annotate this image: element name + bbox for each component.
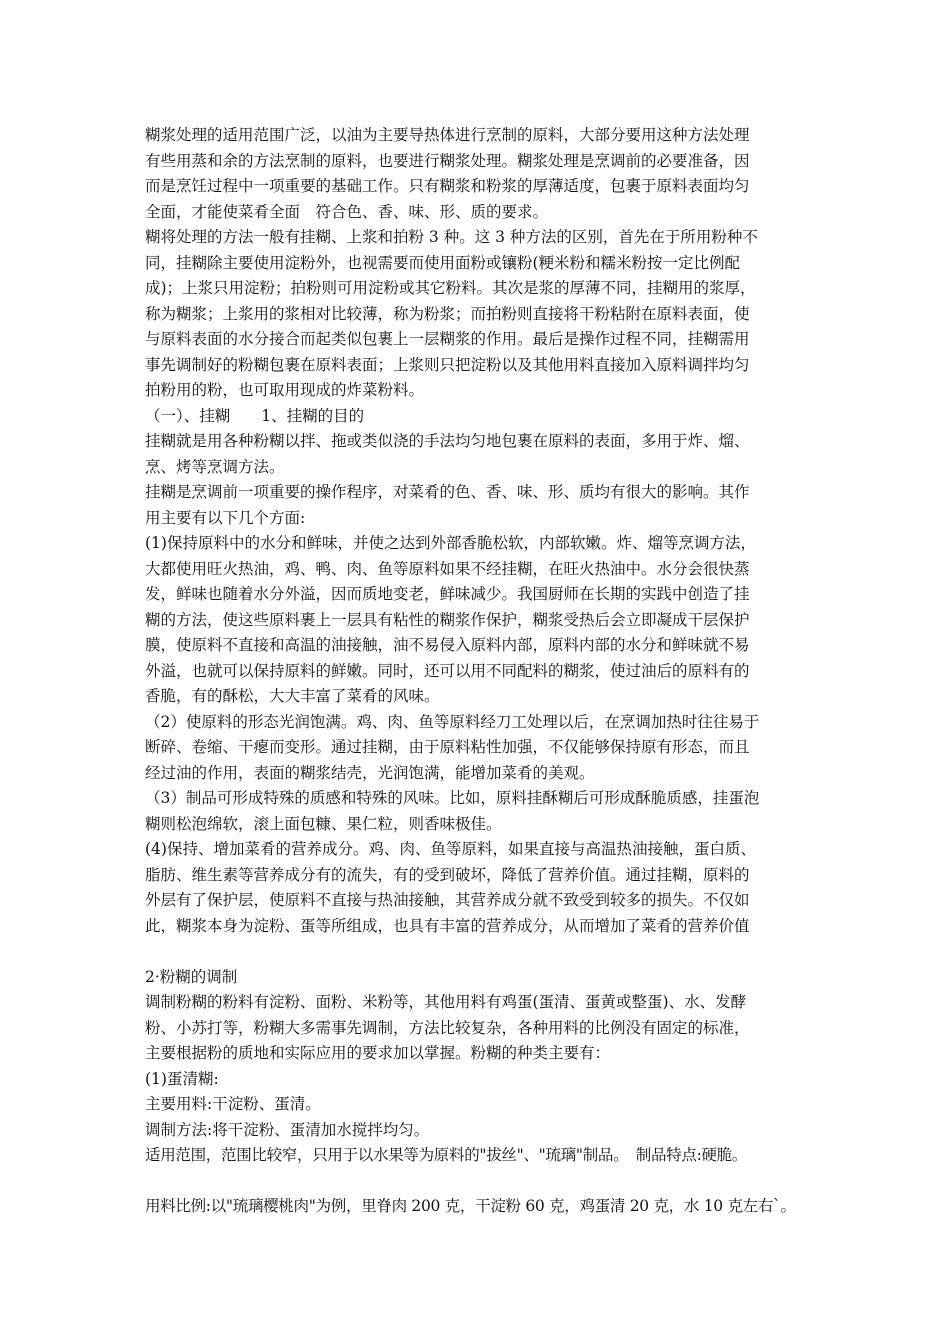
text-line: 主要根据粉的质地和实际应用的要求加以掌握。粉糊的种类主要有： — [145, 1044, 611, 1062]
text-line: 发，鲜味也随着水分外溢，因而质地变老，鲜味减少。我国厨师在长期的实践中创造了挂 — [145, 585, 750, 603]
text-line: (1)保持原料中的水分和鲜味，并使之达到外部香脆松软，内部软嫩。炸、熘等烹调方法， — [145, 534, 756, 552]
text-line: 事先调制好的粉糊包裹在原料表面；上浆则只把淀粉以及其他用料直接加入原料调拌均匀 — [145, 355, 750, 374]
text-line: 挂糊是烹调前一项重要的操作程序，对菜肴的色、香、味、形、质均有很大的影响。其作 — [145, 483, 750, 501]
section-heading: 2·粉糊的调制 — [145, 967, 238, 986]
text-line: (1)蛋清糊: — [145, 1069, 219, 1088]
text-line: 同，挂糊除主要使用淀粉外，也视需要而使用面粉或镶粉(粳米粉和糯米粉按一定比例配 — [145, 253, 741, 272]
text-line: 断碎、卷缩、干瘪而变形。通过挂糊，由于原料粘性加强，不仅能够保持原有形态，而且 — [145, 738, 750, 756]
text-line: 烹、烤等烹调方法。 — [145, 457, 285, 476]
text-line: 成)；上浆只用淀粉；拍粉则可用淀粉或其它粉料。其次是浆的厚薄不同，挂糊用的浆厚， — [145, 279, 756, 297]
document-body — [145, 123, 825, 1220]
text-line: 外溢，也就可以保持原料的鲜嫩。同时，还可以用不同配料的糊浆，使过油后的原料有的 — [145, 661, 750, 680]
text-line: 有些用蒸和余的方法烹制的原料，也要进行糊浆处理。糊浆处理是烹调前的必要准备，因 — [145, 151, 750, 170]
text-line: 大都使用旺火热油，鸡、鸭、肉、鱼等原料如果不经挂糊，在旺火热油中。水分会很快蒸 — [145, 559, 750, 578]
text-line: 适用范围，范围比较窄，只用于以水果等为原料的"拔丝"、"琉璃"制品。 制品特点:硬脆。 — [145, 1146, 748, 1164]
text-line: 调制方法:将干淀粉、蛋清加水搅拌均匀。 — [145, 1120, 430, 1139]
blank-line — [145, 939, 825, 965]
text-line: 主要用料:干淀粉、蛋清。 — [145, 1095, 321, 1113]
text-line: 外层有了保护层，使原料不直接与热油接触，其营养成分就不致受到较多的损失。不仅如 — [145, 891, 750, 909]
text-line: 糊的方法，使这些原料裹上一层具有粘性的糊浆作保护，糊浆受热后会立即凝成干层保护 — [145, 610, 750, 629]
text-line: 膜，使原料不直接和高温的油接触，油不易侵入原料内部，原料内部的水分和鲜味就不易 — [145, 636, 750, 654]
text-line: (4)保持、增加菜肴的营养成分。鸡、肉、鱼等原料，如果直接与高温热油接触，蛋白质、 — [145, 840, 756, 858]
text-line: 挂糊就是用各种粉糊以拌、拖或类似浇的手法均匀地包裹在原料的表面，多用于炸、熘、 — [145, 432, 750, 450]
text-line: 调制粉糊的粉料有淀粉、面粉、米粉等，其他用料有鸡蛋(蛋清、蛋黄或整蛋)、水、发酵 — [145, 993, 747, 1011]
text-line: 与原料表面的水分接合而起类似包裹上一层糊浆的作用。最后是操作过程不同，挂糊需用 — [145, 330, 750, 348]
text-line: 粉、小苏打等，粉糊大多需事先调制，方法比较复杂，各种用料的比例没有固定的标准， — [145, 1018, 750, 1037]
text-line: 糊浆处理的适用范围广泛，以油为主要导热体进行烹制的原料，大部分要用这种方法处理 — [145, 126, 750, 144]
section-heading: （一）、挂糊 1、挂糊的目的 — [145, 406, 365, 425]
text-line: 香脆，有的酥松，大大丰富了菜肴的风味。 — [145, 687, 440, 705]
text-line: 脂肪、维生素等营养成分有的流失，有的受到破坏，降低了营养价值。通过挂糊，原料的 — [145, 865, 750, 884]
text-line: 而是烹饪过程中一项重要的基础工作。只有糊浆和粉浆的厚薄适度，包裹于原料表面均匀 — [145, 177, 750, 195]
text-line: 拍粉用的粉，也可取用现成的炸菜粉料。 — [145, 381, 425, 399]
text-line: （2）使原料的形态光润饱满。鸡、肉、鱼等原料经刀工处理以后，在烹调加热时往往易于 — [145, 712, 760, 731]
text-line: 称为糊浆；上浆用的浆相对比较薄，称为粉浆；而拍粉则直接将干粉粘附在原料表面，使 — [145, 304, 750, 323]
text-line: 糊则松泡绵软，滚上面包糠、果仁粒，则香味极佳。 — [145, 814, 502, 833]
blank-line — [145, 1169, 825, 1195]
text-line: 此，糊浆本身为淀粉、蛋等所组成，也具有丰富的营养成分，从而增加了菜肴的营养价值 — [145, 916, 750, 935]
text-line: 用主要有以下几个方面: — [145, 508, 306, 527]
text-line: 糊将处理的方法一般有挂糊、上浆和拍粉 3 种。这 3 种方法的区别，首先在于所用粉种不 — [145, 228, 758, 246]
text-line: 经过油的作用，表面的糊浆结壳，光润饱满，能增加菜肴的美观。 — [145, 763, 595, 782]
text-line: 用料比例:以"琉璃樱桃肉"为例，里脊肉 200 克，干淀粉 60 克，鸡蛋清 20 克，水 10 克左右`。 — [145, 1197, 796, 1215]
text-line: 全面，才能使菜肴全面 符合色、香、味、形、质的要求。 — [145, 202, 549, 221]
text-line: （3）制品可形成特殊的质感和特殊的风味。比如，原料挂酥糊后可形成酥脆质感，挂蛋泡 — [145, 789, 760, 807]
